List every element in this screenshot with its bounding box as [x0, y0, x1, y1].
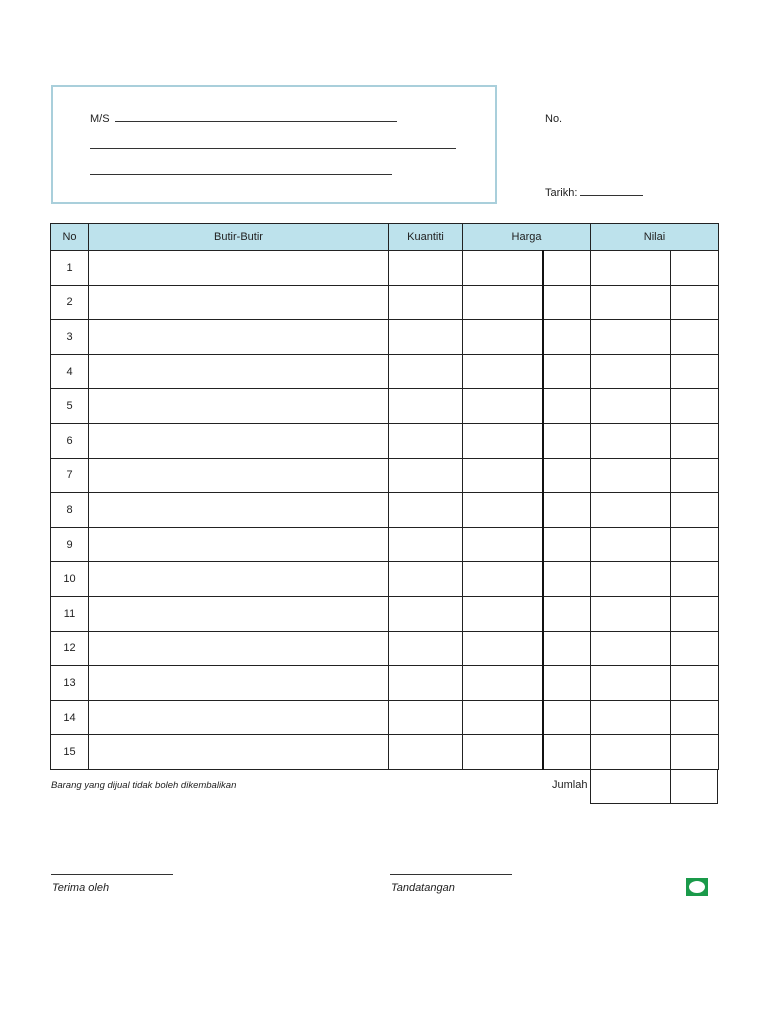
- item-description-cell[interactable]: [89, 320, 389, 355]
- header-harga: Harga: [463, 224, 591, 251]
- price-cents-cell[interactable]: [543, 735, 591, 770]
- price-cents-cell[interactable]: [543, 666, 591, 701]
- item-description-cell[interactable]: [89, 631, 389, 666]
- table-row: [51, 493, 719, 528]
- price-cents-cell[interactable]: [543, 631, 591, 666]
- price-cents-cell[interactable]: [543, 285, 591, 320]
- price-cell[interactable]: [463, 458, 543, 493]
- item-description-cell[interactable]: [89, 251, 389, 286]
- value-cell[interactable]: [591, 389, 671, 424]
- price-cents-cell[interactable]: [543, 527, 591, 562]
- header-nilai: Nilai: [591, 224, 719, 251]
- table-row: [51, 458, 719, 493]
- row-number: 1: [51, 251, 89, 286]
- price-cell[interactable]: [463, 596, 543, 631]
- table-row: [51, 631, 719, 666]
- value-cell[interactable]: [591, 700, 671, 735]
- quantity-cell[interactable]: [389, 700, 463, 735]
- value-cents-cell[interactable]: [671, 285, 719, 320]
- value-cell[interactable]: [591, 631, 671, 666]
- ms-underline: [115, 120, 397, 122]
- price-cell[interactable]: [463, 735, 543, 770]
- price-cents-cell[interactable]: [543, 596, 591, 631]
- price-cell[interactable]: [463, 354, 543, 389]
- table-row: [51, 666, 719, 701]
- table-row: [51, 562, 719, 597]
- price-cell[interactable]: [463, 251, 543, 286]
- date-label: Tarikh:: [545, 187, 578, 199]
- table-row: [51, 354, 719, 389]
- value-cell[interactable]: [591, 562, 671, 597]
- quantity-cell[interactable]: [389, 320, 463, 355]
- address-underline-3: [90, 173, 392, 175]
- logo: [686, 878, 708, 896]
- row-number: 2: [51, 285, 89, 320]
- quantity-cell[interactable]: [389, 527, 463, 562]
- price-cents-cell[interactable]: [543, 493, 591, 528]
- address-line-2[interactable]: [90, 140, 456, 152]
- price-cents-cell[interactable]: [543, 354, 591, 389]
- table-row: [51, 596, 719, 631]
- item-description-cell[interactable]: [89, 562, 389, 597]
- row-number: 14: [51, 700, 89, 735]
- item-description-cell[interactable]: [89, 389, 389, 424]
- price-cell[interactable]: [463, 285, 543, 320]
- item-description-cell[interactable]: [89, 354, 389, 389]
- ms-label: M/S: [90, 113, 110, 125]
- value-cell[interactable]: [591, 285, 671, 320]
- row-number: 3: [51, 320, 89, 355]
- value-cell[interactable]: [591, 493, 671, 528]
- ms-field[interactable]: [90, 113, 397, 125]
- value-cents-cell[interactable]: [671, 458, 719, 493]
- total-divider: [670, 769, 671, 803]
- row-number: 6: [51, 423, 89, 458]
- value-cell[interactable]: [591, 423, 671, 458]
- quantity-cell[interactable]: [389, 596, 463, 631]
- price-cell[interactable]: [463, 631, 543, 666]
- quantity-cell[interactable]: [389, 735, 463, 770]
- price-cell[interactable]: [463, 389, 543, 424]
- items-table: [50, 223, 719, 770]
- received-by-line[interactable]: [51, 874, 173, 875]
- price-cents-cell[interactable]: [543, 562, 591, 597]
- value-cell[interactable]: [591, 458, 671, 493]
- price-cents-cell[interactable]: [543, 389, 591, 424]
- item-description-cell[interactable]: [89, 285, 389, 320]
- value-cents-cell[interactable]: [671, 527, 719, 562]
- price-cents-cell[interactable]: [543, 423, 591, 458]
- row-number: 12: [51, 631, 89, 666]
- price-cell[interactable]: [463, 320, 543, 355]
- value-cents-cell[interactable]: [671, 251, 719, 286]
- quantity-cell[interactable]: [389, 251, 463, 286]
- price-cell[interactable]: [463, 562, 543, 597]
- row-number: 9: [51, 527, 89, 562]
- item-description-cell[interactable]: [89, 700, 389, 735]
- table-header-row: [51, 224, 719, 251]
- item-description-cell[interactable]: [89, 423, 389, 458]
- value-cents-cell[interactable]: [671, 423, 719, 458]
- item-description-cell[interactable]: [89, 666, 389, 701]
- value-cell[interactable]: [591, 320, 671, 355]
- header-no: No: [51, 224, 89, 251]
- table-row: [51, 423, 719, 458]
- item-description-cell[interactable]: [89, 735, 389, 770]
- quantity-cell[interactable]: [389, 285, 463, 320]
- value-cell[interactable]: [591, 735, 671, 770]
- date-field[interactable]: [545, 187, 643, 199]
- return-policy-note: Barang yang dijual tidak boleh dikembalikan: [51, 780, 237, 791]
- price-cents-cell[interactable]: [543, 320, 591, 355]
- value-cents-cell[interactable]: [671, 596, 719, 631]
- no-label: No.: [545, 113, 563, 125]
- table-row: [51, 320, 719, 355]
- total-field[interactable]: [590, 769, 718, 804]
- value-cell[interactable]: [591, 666, 671, 701]
- item-description-cell[interactable]: [89, 493, 389, 528]
- price-cents-cell[interactable]: [543, 251, 591, 286]
- logo-circle: [689, 881, 705, 893]
- row-number: 5: [51, 389, 89, 424]
- value-cents-cell[interactable]: [671, 389, 719, 424]
- header-butir: Butir-Butir: [89, 224, 389, 251]
- header-kuantiti: Kuantiti: [389, 224, 463, 251]
- row-number: 4: [51, 354, 89, 389]
- price-cell[interactable]: [463, 527, 543, 562]
- quantity-cell[interactable]: [389, 458, 463, 493]
- table-row: [51, 251, 719, 286]
- value-cents-cell[interactable]: [671, 666, 719, 701]
- value-cell[interactable]: [591, 354, 671, 389]
- value-cell[interactable]: [591, 596, 671, 631]
- quantity-cell[interactable]: [389, 354, 463, 389]
- received-by-label: Terima oleh: [52, 882, 110, 894]
- value-cents-cell[interactable]: [671, 354, 719, 389]
- quantity-cell[interactable]: [389, 493, 463, 528]
- quantity-cell[interactable]: [389, 423, 463, 458]
- total-label: Jumlah: [552, 779, 588, 791]
- table-row: [51, 285, 719, 320]
- price-cents-cell[interactable]: [543, 700, 591, 735]
- quantity-cell[interactable]: [389, 666, 463, 701]
- address-underline-2: [90, 147, 456, 149]
- table-row: [51, 700, 719, 735]
- value-cents-cell[interactable]: [671, 320, 719, 355]
- row-number: 11: [51, 596, 89, 631]
- invoice-number-field[interactable]: [545, 113, 562, 125]
- value-cents-cell[interactable]: [671, 493, 719, 528]
- row-number: 7: [51, 458, 89, 493]
- address-line-3[interactable]: [90, 166, 392, 178]
- row-number: 8: [51, 493, 89, 528]
- table-row: [51, 735, 719, 770]
- price-cell[interactable]: [463, 493, 543, 528]
- table-row: [51, 389, 719, 424]
- quantity-cell[interactable]: [389, 562, 463, 597]
- price-cell[interactable]: [463, 700, 543, 735]
- value-cell[interactable]: [591, 527, 671, 562]
- item-description-cell[interactable]: [89, 527, 389, 562]
- value-cents-cell[interactable]: [671, 700, 719, 735]
- value-cents-cell[interactable]: [671, 735, 719, 770]
- table-row: [51, 527, 719, 562]
- value-cell[interactable]: [591, 251, 671, 286]
- quantity-cell[interactable]: [389, 389, 463, 424]
- row-number: 10: [51, 562, 89, 597]
- row-number: 15: [51, 735, 89, 770]
- value-cents-cell[interactable]: [671, 631, 719, 666]
- quantity-cell[interactable]: [389, 631, 463, 666]
- item-description-cell[interactable]: [89, 458, 389, 493]
- signature-label: Tandatangan: [391, 882, 455, 894]
- row-number: 13: [51, 666, 89, 701]
- signature-line[interactable]: [390, 874, 512, 875]
- value-cents-cell[interactable]: [671, 562, 719, 597]
- price-cents-cell[interactable]: [543, 458, 591, 493]
- price-cell[interactable]: [463, 666, 543, 701]
- date-underline: [580, 194, 643, 196]
- item-description-cell[interactable]: [89, 596, 389, 631]
- price-cell[interactable]: [463, 423, 543, 458]
